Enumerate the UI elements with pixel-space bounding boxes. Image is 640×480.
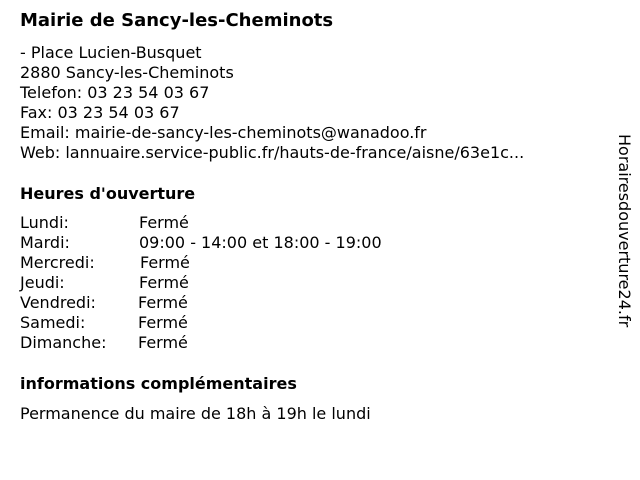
address-city: 2880 Sancy-les-Cheminots [20,63,234,82]
page-title: Mairie de Sancy-les-Cheminots [20,10,334,31]
hours-row-sunday [20,333,382,353]
day-label: Samedi: [20,313,86,332]
hours-value: 09:00 - 14:00 et 18:00 - 19:00 [139,233,382,252]
opening-hours-table [20,213,382,353]
address-street: - Place Lucien-Busquet [20,43,202,62]
opening-hours-heading: Heures d'ouverture [20,184,196,203]
day-label: Vendredi: [20,293,96,312]
hours-value: Fermé [138,333,188,352]
brand-watermark: Horairesdouverture24.fr [615,134,634,328]
day-label: Jeudi: [20,273,65,292]
day-label: Lundi: [20,213,69,232]
phone-number: Telefon: 03 23 54 03 67 [20,83,210,102]
contact-block [20,43,524,163]
day-label: Mercredi: [20,253,95,272]
additional-info-heading: informations complémentaires [20,374,297,393]
hours-value: Fermé [139,273,189,292]
hours-value: Fermé [139,213,189,232]
hours-value: Fermé [138,313,188,332]
hours-row-friday [20,293,382,313]
day-label: Dimanche: [20,333,107,352]
hours-row-thursday [20,273,382,293]
day-label: Mardi: [20,233,70,252]
hours-row-saturday [20,313,382,333]
hours-row-monday [20,213,382,233]
additional-info-text: Permanence du maire de 18h à 19h le lundi [20,404,371,423]
hours-row-tuesday [20,233,382,253]
hours-value: Fermé [138,293,188,312]
email-address: Email: mairie-de-sancy-les-cheminots@wanadoo.fr [20,123,427,142]
hours-row-wednesday [20,253,382,273]
hours-value: Fermé [140,253,190,272]
website-link: Web: lannuaire.service-public.fr/hauts-de-france/aisne/63e1c... [20,143,525,162]
fax-number: Fax: 03 23 54 03 67 [20,103,180,122]
